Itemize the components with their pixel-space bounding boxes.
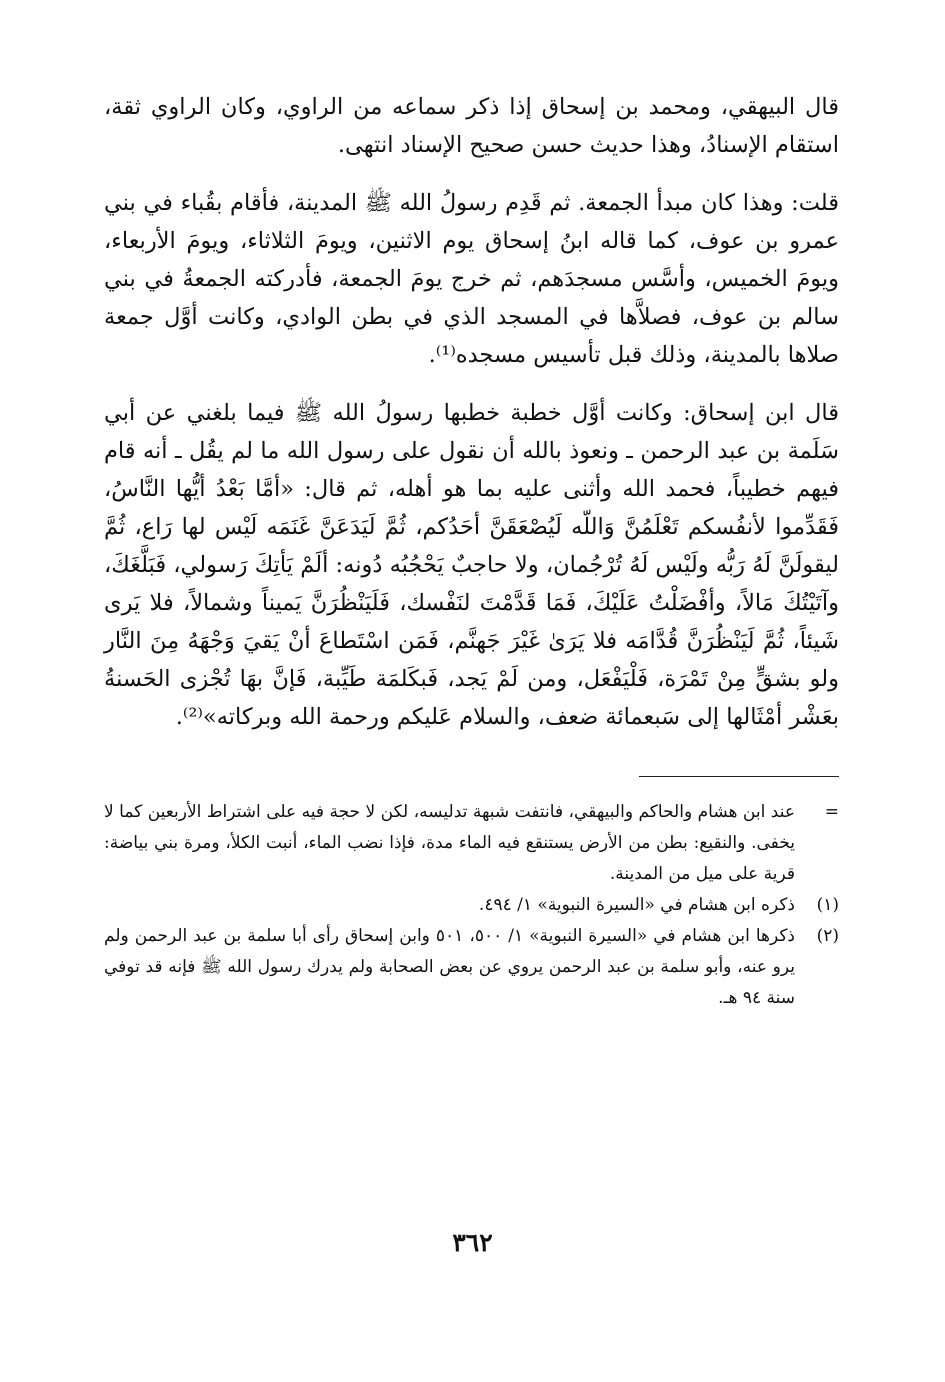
- footnote-mark: (٢): [816, 926, 839, 946]
- footnote-mark: (١): [816, 895, 839, 915]
- main-text: [104, 88, 839, 736]
- paragraph: قال ابن إسحاق: وكانت أوَّل خطبة خطبها رسولُ الله ﷺ فيما بلغني عن أبي سَلَمة بن عبد الرحمن ـ ونعوذ بالله أن نقول على رسول الله ما لم يقُل ـ أنه قام فيهم خطيباً، فحمد الله وأثنى عليه بما هو أهله، ثم قال: «أمَّا بَعْدُ أيُّها النَّاسُ، فَقَدِّموا لأنفُسكم تَعْلَمُنَّ وَاللّه لَيُصْعَقَنَّ أحَدُكم، ثُمَّ لَيَدَعَنَّ غَنَمَه لَيْس لها رَاع، ثُمَّ ليقولَنَّ لَهُ رَبُّه ولَيْس لَهُ تُرْجُمان، ولا حاجبٌ يَحْجُبُه دُونه: ألَمْ يَأتِكَ رَسولي، فَبَلَّغَكَ، وآتَيْتُكَ مَالاً، وأفْضَلْتُ عَلَيْكَ، فَمَا قَدَّمْتَ لنَفْسك، فَلَيَنْظُرَنَّ يَميناً وشمالاً، فلا يَرى شَيئاً، ثُمَّ لَيَنْظُرَنَّ قُدَّامَه فلا يَرَىٰ غَيْرَ جَهنَّم، فَمَن اسْتَطاعَ أنْ يَقيَ وَجْهَهُ مِنَ النَّار ولو بشقٍّ مِنْ تَمْرَة، فَلْيَفْعَل، ومن لَمْ يَجد، فَبكَلمَة طَيِّبة، فَإنَّ بهَا تُجْزى الحَسنةُ بعَشْر أمْثَالها إلى سَبعمائة ضعف، والسلام عَليكم ورحمة الله وبركاته»⁽²⁾.: [104, 400, 839, 730]
- footnote: [104, 921, 839, 1014]
- footnote: [104, 890, 839, 921]
- footnotes: [104, 797, 839, 1014]
- footnote: [104, 797, 839, 890]
- footnote-text: ذكره ابن هشام في «السيرة النبوية» ١/ ٤٩٤.: [478, 895, 795, 915]
- paragraph: قلت: وهذا كان مبدأ الجمعة. ثم قَدِم رسولُ الله ﷺ المدينة، فأقام بقُباء في بني عمرو بن عوف، كما قاله ابنُ إسحاق يوم الاثنين، ويومَ الثلاثاء، ويومَ الأربعاء، ويومَ الخميس، وأسَّس مسجدَهم، ثم خرج يومَ الجمعة، فأدركته الجمعةُ في بني سالم بن عوف، فصلاَّها في المسجد الذي في بطن الوادي، وكانت أوَّل جمعة صلاها بالمدينة، وذلك قبل تأسيس مسجده⁽¹⁾.: [104, 190, 839, 368]
- footnote-text: ذكرها ابن هشام في «السيرة النبوية» ١/ ٥٠٠، ٥٠١ وابن إسحاق رأى أبا سلمة بن عبد الرحمن ولم يرو عنه، وأبو سلمة بن عبد الرحمن يروي عن بعض الصحابة ولم يدرك رسول الله ﷺ فإنه قد توفي سنة ٩٤ هـ.: [104, 926, 796, 1008]
- page-number: ٣٦٢: [452, 1228, 493, 1257]
- footnote-text: عند ابن هشام والحاكم والبيهقي، فانتفت شبهة تدليسه، لكن لا حجة فيه على اشتراط الأربعين كما لا يخفى. والنقيع: بطن من الأرض يستنقع فيه الماء مدة، فإذا نضب الماء، أنبت الكلأ، ومرة بني بياضة: قرية على ميل من المدينة.: [104, 802, 795, 884]
- footnote-divider: [639, 776, 839, 777]
- footnote-mark: =: [824, 802, 839, 822]
- paragraph: قال البيهقي، ومحمد بن إسحاق إذا ذكر سماعه من الراوي، وكان الراوي ثقة، استقام الإسنادُ، وهذا حديث حسن صحيح الإسناد انتهى.: [104, 94, 839, 158]
